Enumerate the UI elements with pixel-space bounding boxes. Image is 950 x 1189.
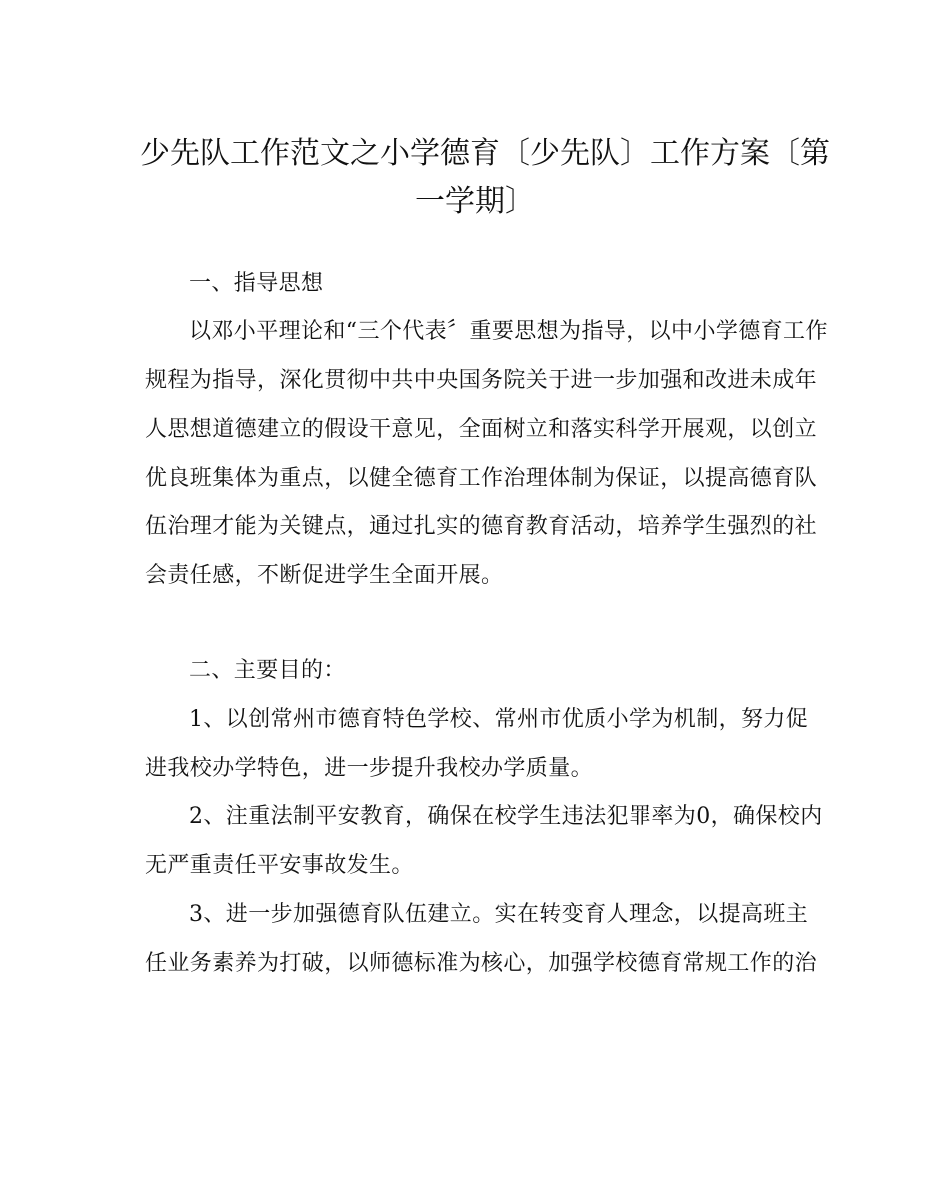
document-title-line-1: 少先队工作范文之小学德育〔少先队〕工作方案〔第: [140, 136, 830, 171]
paragraph-line: 以邓小平理论和“三个代表〞重要思想为指导，以中小学德育工作: [189, 319, 828, 344]
section-heading-main-goals: 二、主要目的：: [189, 658, 346, 683]
paragraph-line: 人思想道德建立的假设干意见，全面树立和落实科学开展观，以创立: [145, 417, 818, 442]
section-heading-guiding-ideology: 一、指导思想: [189, 271, 324, 296]
goal-item-3-line: 3、进一步加强德育队伍建立。实在转变育人理念，以提高班主: [189, 902, 809, 927]
goal-item-3-line: 任业务素养为打破，以师德标准为核心，加强学校德育常规工作的治: [145, 951, 818, 976]
goal-item-2-line: 无严重责任平安事故发生。: [145, 853, 414, 878]
paragraph-line: 优良班集体为重点，以健全德育工作治理体制为保证，以提高德育队: [145, 466, 818, 491]
goal-item-1-line: 进我校办学特色，进一步提升我校办学质量。: [145, 756, 594, 781]
paragraph-line: 会责任感，不断促进学生全面开展。: [145, 563, 504, 588]
paragraph-line: 规程为指导，深化贯彻中共中央国务院关于进一步加强和改进未成年: [145, 368, 818, 393]
goal-item-2-line: 2、注重法制平安教育，确保在校学生违法犯罪率为0，确保校内: [189, 804, 823, 829]
goal-item-1-line: 1、以创常州市德育特色学校、常州市优质小学为机制，努力促: [189, 707, 809, 732]
document-title-line-2: 一学期〕: [415, 184, 535, 219]
paragraph-line: 伍治理才能为关键点，通过扎实的德育教育活动，培养学生强烈的社: [145, 514, 818, 539]
